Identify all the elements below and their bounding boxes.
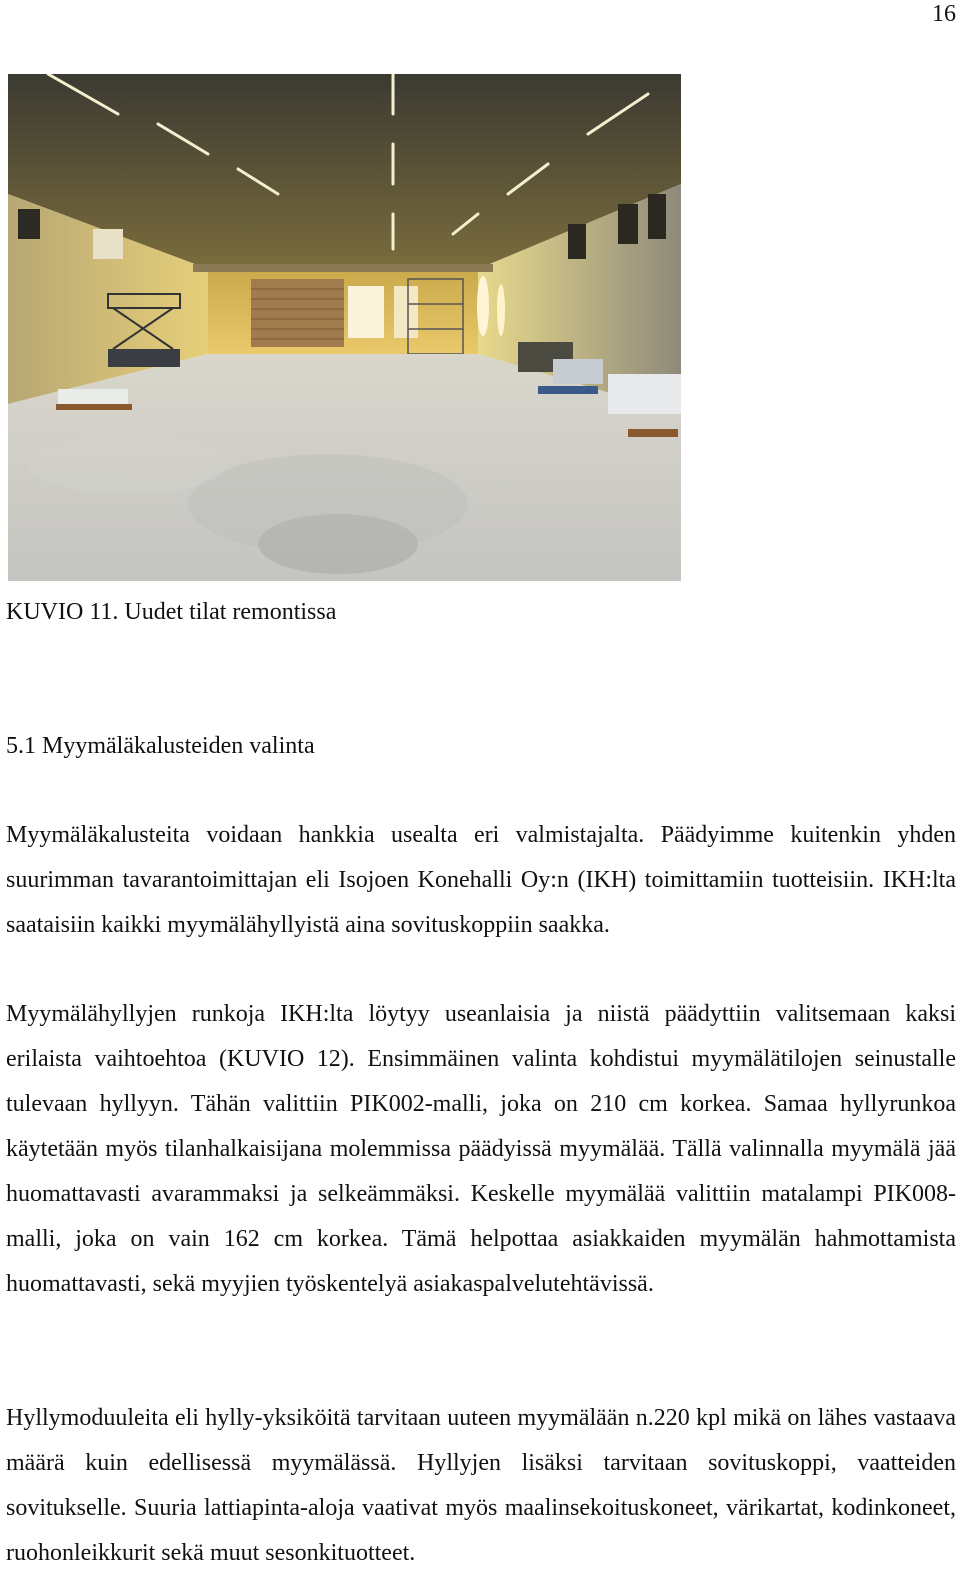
warehouse-photo-illustration (8, 74, 681, 581)
page-number: 16 (932, 1, 956, 27)
paragraph-3: Hyllymoduuleita eli hylly-yksiköitä tarvitaan uuteen myymälään n.220 kpl mikä on lähes vastaava määrä kuin edellisessä myymälässä. Hyllyjen lisäksi tarvitaan sovituskoppi, vaatteiden sovitukselle. Suuria lattiapinta-aloja vaativat myös maalinsekoituskoneet, värikartat, kodinkoneet, ruohonleikkurit sekä muut sesonkituotteet. (6, 1405, 956, 1566)
warehouse-photo (8, 74, 681, 581)
section-heading: 5.1 Myymäläkalusteiden valinta (6, 733, 315, 759)
paragraph-1: Myymäläkalusteita voidaan hankkia usealta eri valmistajalta. Päädyimme kuitenkin yhden suurimman tavarantoimittajan eli Isojoen Konehalli Oy:n (IKH) toimittamiin tuotteisiin. IKH:lta saataisiin kaikki myymälähyllyistä aina sovituskoppiin saakka. (6, 822, 956, 938)
paragraph-2: Myymälähyllyjen runkoja IKH:lta löytyy useanlaisia ja niistä päädyttiin valitsemaan kaksi erilaista vaihtoehtoa (KUVIO 12). Ensimmäinen valinta kohdistui myymälätilojen seinustalle tulevaan hyllyyn. Tähän valittiin PIK002-malli, joka on 210 cm korkea. Samaa hyllyrunkoa käytetään myös tilanhalkaisijana molemmissa päädyissä myymälää. Tällä valinnalla myymälä jää huomattavasti avarammaksi ja selkeämmäksi. Keskelle myymälää valittiin matalampi PIK008-malli, joka on vain 162 cm korkea. Tämä helpottaa asiakkaiden myymälän hahmottamista huomattavasti, sekä myyjien työskentelyä asiakaspalvelutehtävissä. (6, 1001, 956, 1297)
figure-caption: KUVIO 11. Uudet tilat remontissa (6, 599, 337, 625)
